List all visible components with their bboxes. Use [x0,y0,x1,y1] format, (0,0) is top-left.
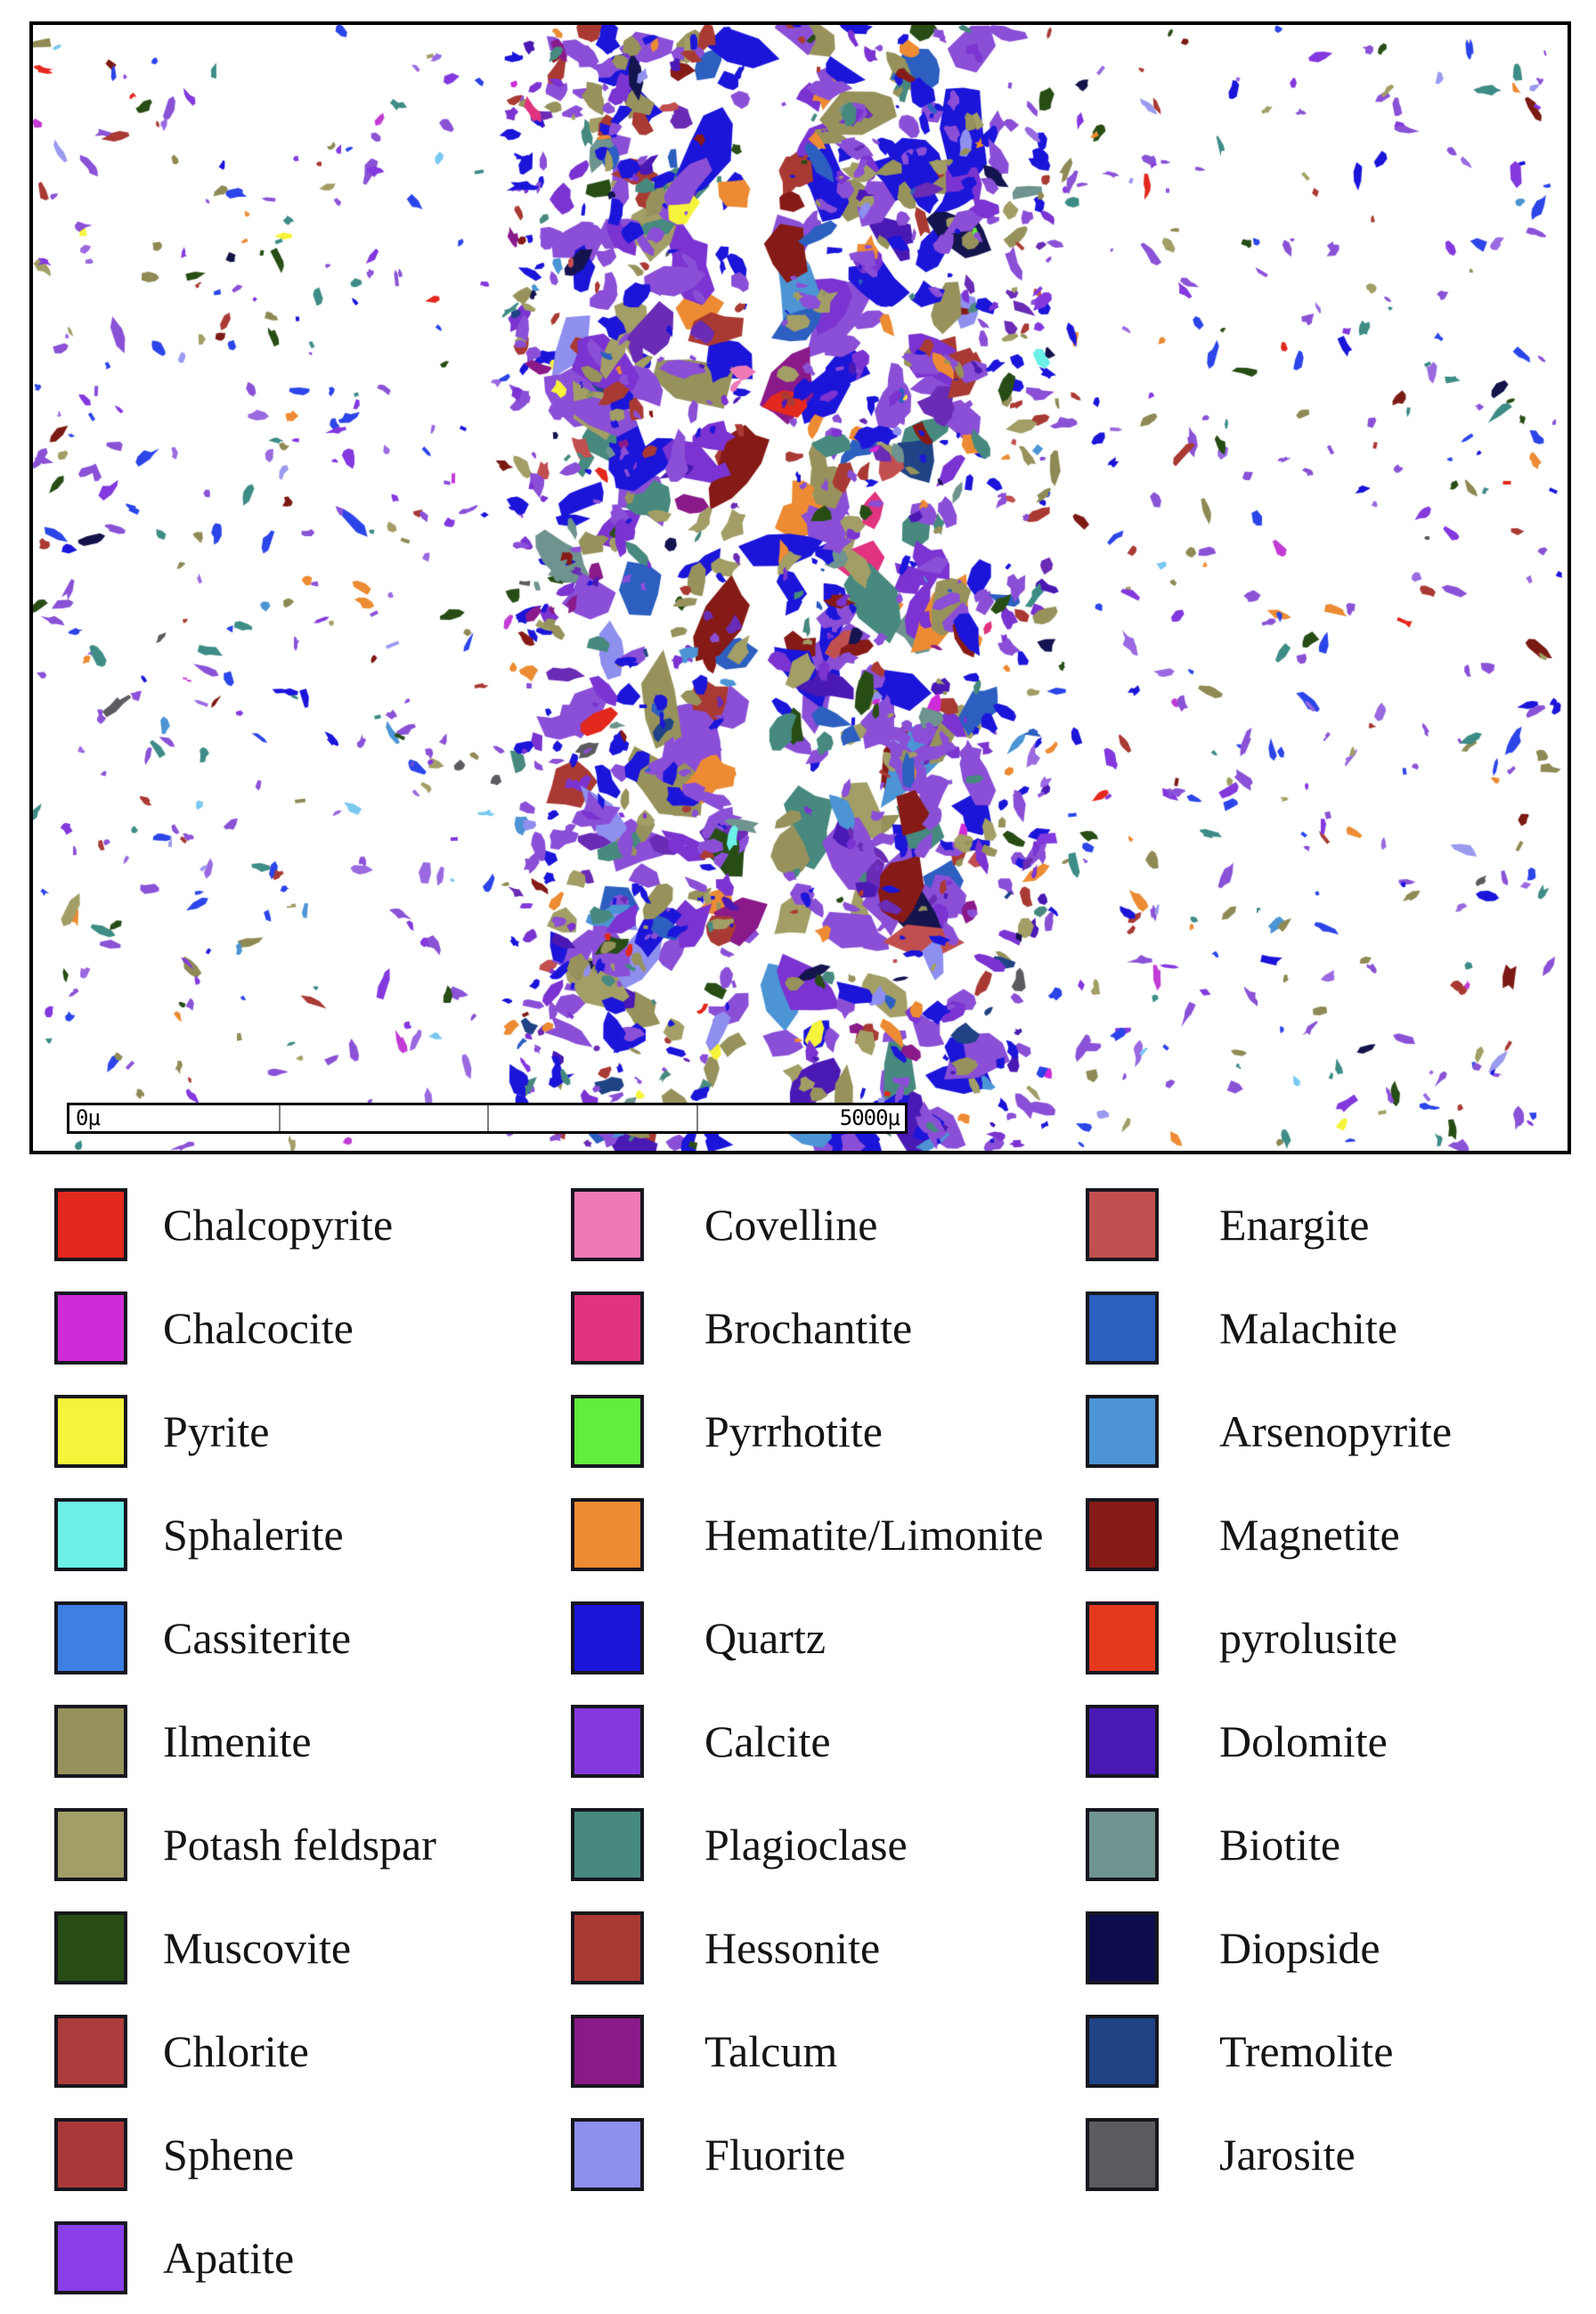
legend-label-fluorite: Fluorite [704,2130,846,2180]
legend-item-plagioclase [571,1808,908,1881]
legend-swatch-pyrrhotite [571,1395,644,1468]
legend-label-magnetite: Magnetite [1219,1510,1400,1560]
legend-swatch-magnetite [1086,1498,1159,1571]
legend-swatch-chalcopyrite [54,1188,127,1261]
legend-label-covelline: Covelline [704,1200,878,1250]
legend-item-hematite-limonite [571,1498,1043,1571]
scale-bar-tick-25 [279,1105,281,1131]
legend-swatch-plagioclase [571,1808,644,1881]
legend-item-malachite [1086,1291,1397,1365]
legend-swatch-arsenopyrite [1086,1395,1159,1468]
scale-bar-min-label: 0μ [76,1105,100,1130]
legend-item-sphalerite [54,1498,344,1571]
legend-swatch-cassiterite [54,1601,127,1674]
legend-swatch-chalcocite [54,1291,127,1365]
legend-swatch-muscovite [54,1911,127,1984]
legend-label-pyrrhotite: Pyrrhotite [704,1406,883,1456]
scale-bar-tick-75 [696,1105,698,1131]
legend-item-pyrite [54,1395,269,1468]
legend-swatch-fluorite [571,2118,644,2191]
legend-item-covelline [571,1188,877,1261]
legend-item-diopside [1086,1911,1380,1984]
legend-label-apatite: Apatite [163,2233,295,2283]
legend-swatch-sphene [54,2118,127,2191]
legend-item-potash-feldspar [54,1808,436,1881]
legend-label-chlorite: Chlorite [163,2026,309,2076]
legend-item-brochantite [571,1291,912,1365]
legend-item-quartz [571,1601,826,1674]
legend-item-arsenopyrite [1086,1395,1452,1468]
legend-label-chalcopyrite: Chalcopyrite [163,1200,394,1250]
legend-label-potash-feldspar: Potash feldspar [163,1820,436,1870]
legend-item-calcite [571,1705,831,1778]
legend-item-sphene [54,2118,294,2191]
scale-bar-tick-50 [487,1105,489,1131]
legend-item-fluorite [571,2118,845,2191]
legend-label-plagioclase: Plagioclase [704,1820,908,1870]
scale-bar-max-label: 5000μ [839,1105,900,1130]
legend-item-magnetite [1086,1498,1400,1571]
legend-label-quartz: Quartz [704,1613,826,1663]
legend-label-tremolite: Tremolite [1219,2026,1394,2076]
legend-swatch-brochantite [571,1291,644,1365]
mineral-map [29,21,1571,1154]
legend-item-tremolite [1086,2015,1393,2088]
legend-swatch-sphalerite [54,1498,127,1571]
legend-item-biotite [1086,1808,1340,1881]
legend-swatch-potash-feldspar [54,1808,127,1881]
legend-swatch-malachite [1086,1291,1159,1365]
legend-item-pyrrhotite [571,1395,883,1468]
legend-item-hessonite [571,1911,880,1984]
particle-canvas [33,25,1568,1151]
legend-label-enargite: Enargite [1219,1200,1370,1250]
legend-swatch-diopside [1086,1911,1159,1984]
legend-item-chlorite [54,2015,309,2088]
legend-label-ilmenite: Ilmenite [163,1716,312,1766]
legend-swatch-apatite [54,2221,127,2294]
legend-label-chalcocite: Chalcocite [163,1303,354,1353]
legend-swatch-biotite [1086,1808,1159,1881]
legend-item-apatite [54,2221,294,2294]
legend-label-sphalerite: Sphalerite [163,1510,344,1560]
legend-swatch-ilmenite [54,1705,127,1778]
legend-swatch-hessonite [571,1911,644,1984]
legend-item-chalcopyrite [54,1188,393,1261]
legend-label-biotite: Biotite [1219,1820,1341,1870]
legend-item-chalcocite [54,1291,354,1365]
legend-swatch-talcum [571,2015,644,2088]
legend-item-cassiterite [54,1601,351,1674]
legend-label-cassiterite: Cassiterite [163,1613,352,1663]
legend-label-jarosite: Jarosite [1219,2130,1356,2180]
legend-label-arsenopyrite: Arsenopyrite [1219,1406,1453,1456]
legend-swatch-quartz [571,1601,644,1674]
legend-swatch-pyrolusite [1086,1601,1159,1674]
legend-swatch-covelline [571,1188,644,1261]
legend-label-talcum: Talcum [704,2026,838,2076]
legend-label-hematite-limonite: Hematite/Limonite [704,1510,1044,1560]
legend-label-brochantite: Brochantite [704,1303,913,1353]
legend-label-diopside: Diopside [1219,1923,1380,1973]
legend-swatch-enargite [1086,1188,1159,1261]
legend-item-pyrolusite [1086,1601,1397,1674]
legend-item-enargite [1086,1188,1369,1261]
legend-swatch-hematite-limonite [571,1498,644,1571]
legend-label-calcite: Calcite [704,1716,831,1766]
legend-label-sphene: Sphene [163,2130,295,2180]
legend-swatch-chlorite [54,2015,127,2088]
legend-swatch-pyrite [54,1395,127,1468]
legend-item-muscovite [54,1911,351,1984]
legend-label-muscovite: Muscovite [163,1923,352,1973]
legend-label-hessonite: Hessonite [704,1923,881,1973]
scale-bar [67,1103,908,1134]
legend-label-pyrite: Pyrite [163,1406,270,1456]
legend-swatch-dolomite [1086,1705,1159,1778]
legend-item-talcum [571,2015,837,2088]
legend-item-ilmenite [54,1705,312,1778]
legend-label-pyrolusite: pyrolusite [1219,1613,1397,1663]
legend-swatch-jarosite [1086,2118,1159,2191]
legend-label-malachite: Malachite [1219,1303,1397,1353]
legend-swatch-calcite [571,1705,644,1778]
legend-item-jarosite [1086,2118,1356,2191]
legend-swatch-tremolite [1086,2015,1159,2088]
legend-label-dolomite: Dolomite [1219,1716,1388,1766]
legend-item-dolomite [1086,1705,1388,1778]
